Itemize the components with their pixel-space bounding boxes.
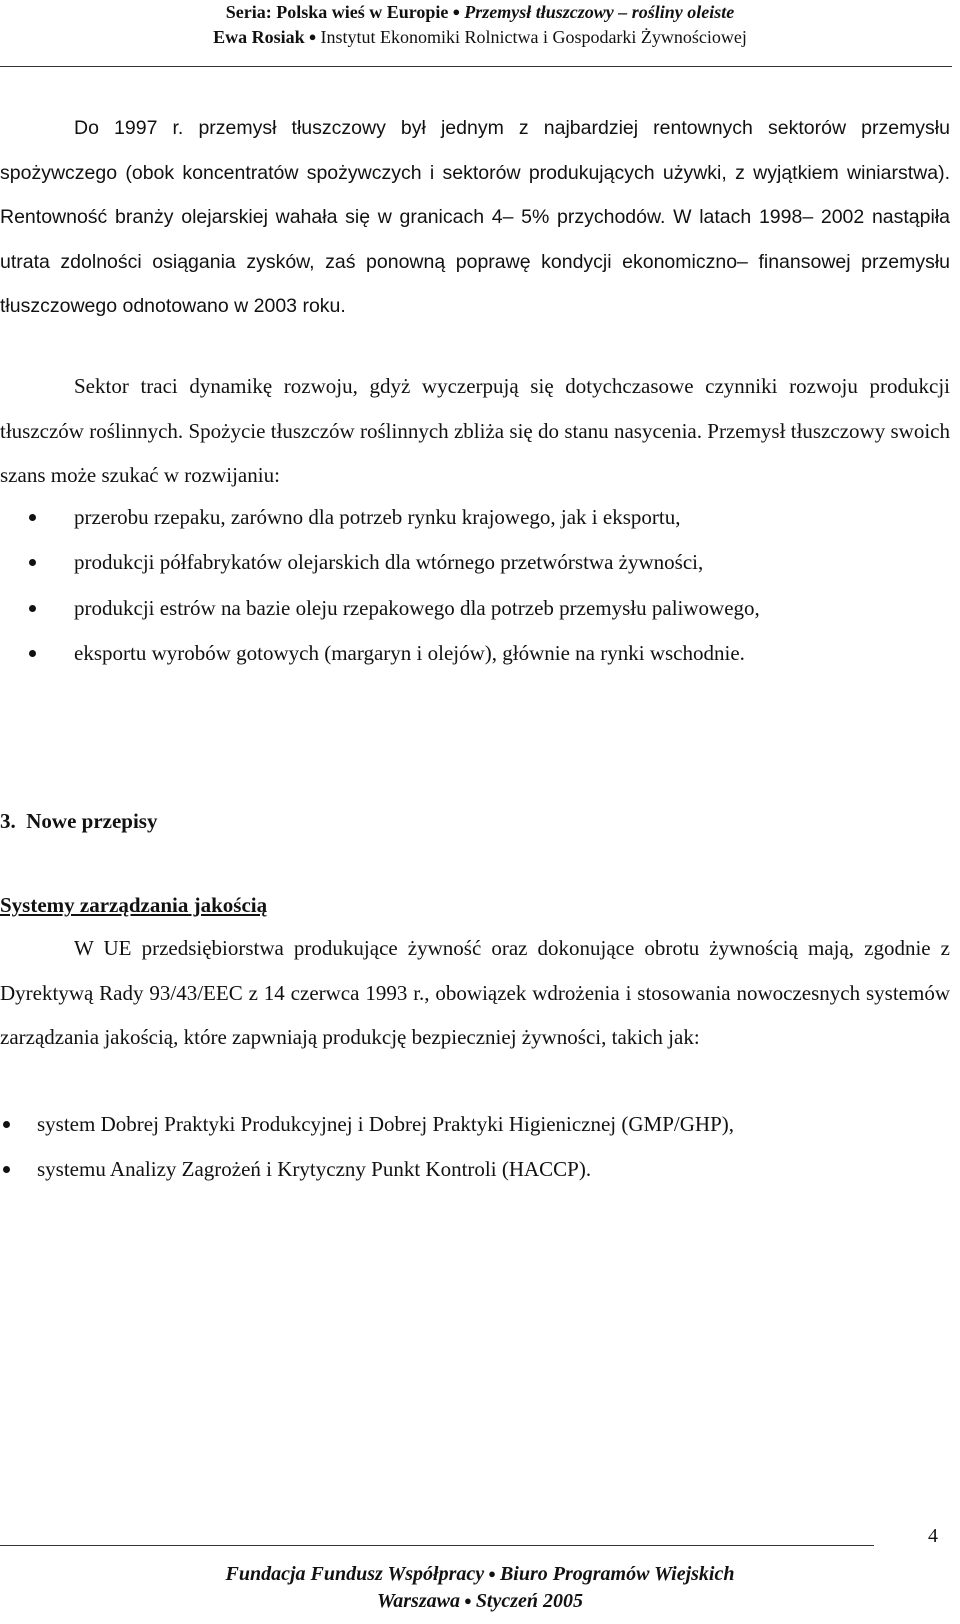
list-item: system Dobrej Praktyki Produkcyjnej i Dobrej Praktyki Higienicznej (GMP/GHP), xyxy=(37,1112,734,1136)
list-item: przerobu rzepaku, zarówno dla potrzeb rynku krajowego, jak i eksportu, xyxy=(74,505,681,529)
header-author-line xyxy=(0,27,960,48)
series-prefix: Seria: Polska wieś w Europie xyxy=(225,2,449,22)
list-item: produkcji estrów na bazie oleju rzepakowego dla potrzeb przemysłu paliwowego, xyxy=(74,596,760,620)
footer-city: Warszawa xyxy=(376,1590,460,1612)
list-item: eksportu wyrobów gotowych (margaryn i olejów), głównie na rynki wschodnie. xyxy=(74,641,745,665)
footer-organization-line xyxy=(0,1563,960,1586)
header-divider xyxy=(0,66,952,67)
bullet-icon xyxy=(29,650,36,657)
footer-org: Fundacja Fundusz Współpracy xyxy=(225,1563,485,1585)
footer-date: Styczeń 2005 xyxy=(475,1590,584,1612)
series-topic: Przemysł tłuszczowy – rośliny oleiste xyxy=(464,2,735,22)
bullet-icon xyxy=(3,1166,10,1173)
bullet-separator-icon: ● xyxy=(488,1566,496,1581)
institute-name: Instytut Ekonomiki Rolnictwa i Gospodarki Żywnościowej xyxy=(320,27,747,47)
bullet-separator-icon: ● xyxy=(452,4,461,19)
bullet-icon xyxy=(29,605,36,612)
paragraph-eu-regulations: W UE przedsiębiorstwa produkujące żywność oraz dokonujące obrotu żywnością mają, zgodnie z Dyrektywą Rady 93/43/EEC z 14 czerwca 1993 r., obowiązek wdrożenia i stosowania nowoczesnych systemów zarządzania jakością, które zapwniają produkcję bezpieczniej żywności, takich jak: xyxy=(0,936,950,1049)
section-heading: 3. Nowe przepisy xyxy=(0,809,158,833)
footer-divider xyxy=(0,1545,874,1546)
footer-location-line xyxy=(0,1590,960,1613)
footer-program: Biuro Programów Wiejskich xyxy=(499,1563,735,1585)
subheading-quality-systems: Systemy zarządzania jakością xyxy=(0,893,268,917)
bullet-separator-icon: ● xyxy=(463,1593,472,1608)
bullet-icon xyxy=(29,559,36,566)
paragraph-sector-dynamics: Sektor traci dynamikę rozwoju, gdyż wyczerpują się dotychczasowe czynniki rozwoju produkcji tłuszczów roślinnych. Spożycie tłuszczów roślinnych zbliża się do stanu nasycenia. Przemysł tłuszczowy swoich szans może szukać w rozwijaniu: xyxy=(0,374,950,487)
list-item: produkcji półfabrykatów olejarskich dla wtórnego przetwórstwa żywności, xyxy=(74,550,704,574)
author-name: Ewa Rosiak xyxy=(213,27,305,47)
bullet-icon xyxy=(29,514,36,521)
header-series-line xyxy=(0,2,960,23)
paragraph-profitability: Do 1997 r. przemysł tłuszczowy był jednym z najbardziej rentownych sektorów przemysłu spożywczego (obok koncentratów spożywczych i sektorów produkujących używki, z wyjątkiem winiarstwa). Rentowność branży olejarskiej wahała się w granicach 4– 5% przychodów. W latach 1998– 2002 nastąpiła utrata zdolności osiągania zysków, zaś ponowną poprawę kondycji ekonomiczno– finansowej przemysłu tłuszczowego odnotowano w 2003 roku. xyxy=(0,117,950,317)
bullet-icon xyxy=(3,1121,10,1128)
list-item: systemu Analizy Zagrożeń i Krytyczny Punkt Kontroli (HACCP). xyxy=(37,1157,592,1181)
bullet-separator-icon: ● xyxy=(308,29,317,44)
page-number: 4 xyxy=(928,1525,938,1547)
